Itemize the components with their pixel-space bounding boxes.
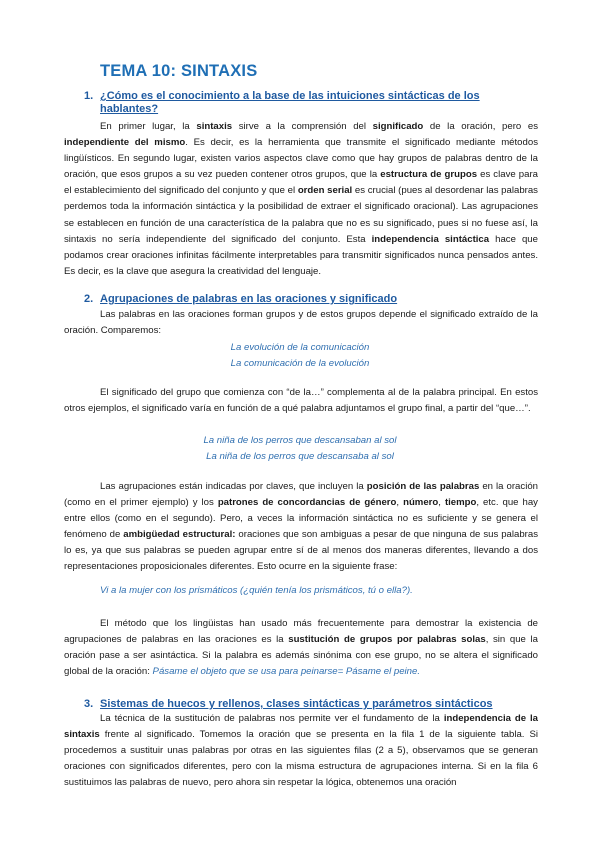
section-1-heading-line-1: ¿Cómo es el conocimiento a la base de las intuiciones sintácticas de los [100,90,480,102]
section-2-paragraph-1 [64,307,538,339]
example-2-line-2: La niña de los perros que descansaba al sol [206,451,394,462]
bold-term: sintaxis [196,121,233,132]
bold-term: orden serial [297,185,353,197]
example-2-line-1: La niña de los perros que descansaban al sol [203,435,397,446]
example-1-line-1: La evolución de la comunicación [230,342,370,353]
paragraph-text: Las palabras en las oraciones forman grupos y de estos grupos depende el significado extraído de la oración. Comparemos: [64,309,538,337]
text-run: es crucial (pues al desordenar las palabras perdemos toda la información sintáctica y la posibilidad de extraer el significado oracional). Las agrupaciones se establecen en función de una característica de la palabra que no es su significado, pues si no fuese así, la sintaxis no sería independiente del significado del conjunto. Esta [64,185,538,245]
text-run: de la oración, pero es [423,121,538,132]
bold-term: significado [372,121,424,132]
bold-term: independencia sintáctica [371,233,490,245]
inline-example: Pásame el objeto que se usa para peinarse= Pásame el peine. [152,666,421,678]
text-run: en la oración (como en el primer ejemplo) y los [64,481,538,509]
section-3-paragraph [64,711,538,791]
document-title: TEMA 10: SINTAXIS [100,62,258,80]
section-1-paragraph [64,119,538,280]
example-1-line-2: La comunicación de la evolución [230,358,370,369]
paragraph-text: El significado del grupo que comienza con “de la…” complementa al de la palabra principal. En estos otros ejemplos, el significado varía en función de a qué palabra adjuntamos el grupo final, a partir del “que…”. [64,387,538,415]
section-2-paragraph-3 [64,479,538,576]
section-2-heading-text: Agrupaciones de palabras en las oraciones y significado [100,293,398,305]
text-run: sirve a la comprensión del [232,121,373,132]
section-2-paragraph-2 [64,385,538,417]
bold-term: sustitución de grupos por palabras solas [288,634,486,646]
section-2-heading [84,293,397,306]
text-run: oraciones que son ambiguas a pesar de que ninguna de sus palabras lo es, ya que sus palabras se pueden agrupar entre sí de al menos dos maneras diferentes, llevando a dos representaciones proposicionales diferentes. Esto ocurre en la siguiente frase: [64,529,538,573]
text-run: , [438,497,445,509]
text-run: , sin que la oración pase a ser asintáctica. Si la palabra es además sinónima con ese grupo, no se altera el significado global de la oración: [64,634,538,678]
text-run: es clave para el establecimiento del significado del conjunto y que el [64,169,538,197]
text-run: , etc. que hay entre ellos (como en el segundo). Pero, a veces la información sintáctica no es suficiente y se genera el fenómeno de [64,497,538,541]
section-3-number: 3. [84,698,94,710]
text-run: En primer lugar, la [100,121,197,132]
section-3-heading-text: Sistemas de huecos y rellenos, clases sintácticas y parámetros sintácticos [100,698,493,710]
section-3-heading [84,698,493,711]
section-1-heading-line-2: hablantes? [100,103,159,115]
example-3: Vi a la mujer con los prismáticos (¿quién tenía los prismáticos, tú o ella?). [100,585,413,596]
bold-term: patrones de concordancias de género [217,497,397,509]
text-run: La técnica de la sustitución de palabras nos permite ver el fundamento de la [100,713,444,724]
text-run: . Es decir, es la herramienta que transmite el significado mediante métodos lingüísticos. En segundo lugar, existen varios aspectos clave como que hay grupos de palabras dentro de la oración, que esos grupos a su vez pueden contener otros grupos, que la [64,137,538,181]
bold-term: estructura de grupos [380,169,478,181]
bold-term: independencia de la sintaxis [64,713,538,741]
section-1-number: 1. [84,90,94,102]
bold-term: posición de las palabras [366,481,480,492]
text-run: frente al significado. Tomemos la oración que se presenta en la fila 1 de la siguiente tabla. Si procedemos a sustituir unas palabras por otras en las siguientes filas (2 a 5), observamos que se generan oraciones con significados diferentes, pero con la misma estructura de agrupaciones interna. Si en la fila 6 sustituimos las palabras de nuevo, pero ahora sin respetar la lógica, obtenemos una oración [64,729,538,789]
text-run: , [396,497,404,509]
text-run: hace que podamos crear oraciones infinitas fácilmente interpretables para transmitir significados nunca pensados antes. Es decir, es la clave que asegura la creatividad del lenguaje. [64,233,538,277]
section-1-heading [84,90,538,116]
bold-term: número [403,497,439,509]
bold-term: ambigüedad estructural: [123,529,236,541]
bold-term: tiempo [444,497,477,509]
text-run: El método que los lingüistas han usado más frecuentemente para demostrar la existencia de agrupaciones de palabras en las oraciones es la [64,618,538,646]
section-2-number: 2. [84,293,94,305]
text-run: Las agrupaciones están indicadas por claves, que incluyen la [100,481,367,492]
section-2-paragraph-4 [64,616,538,680]
bold-term: independiente del mismo [64,137,186,149]
